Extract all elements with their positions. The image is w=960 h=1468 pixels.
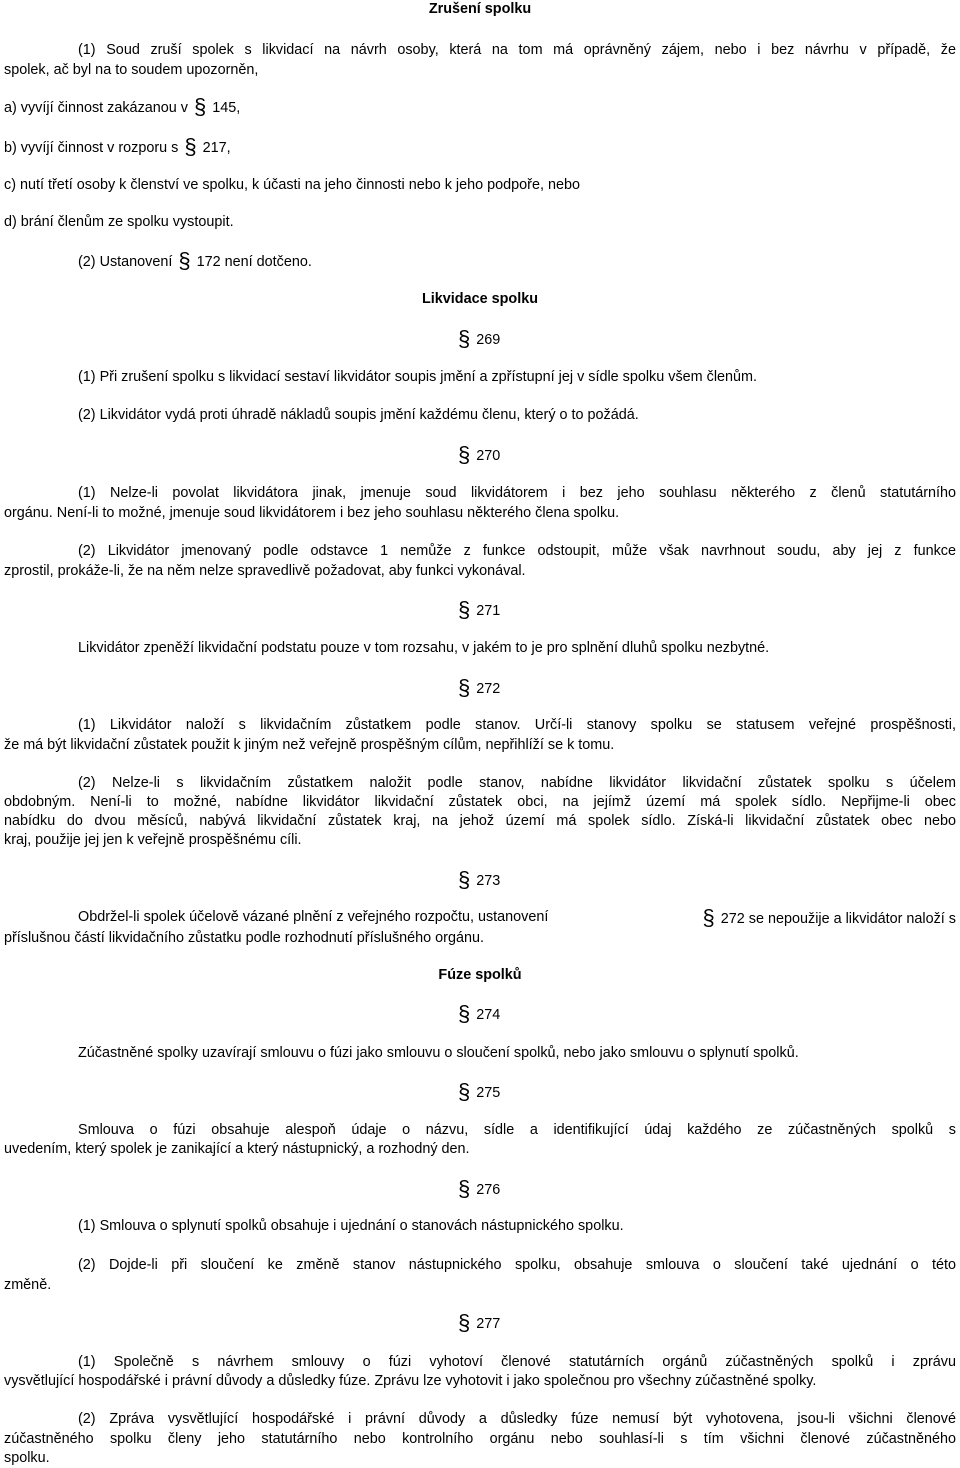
- section-header-272: [458, 675, 501, 700]
- paragraph-line: orgánu. Není-li to možné, jmenuje soud likvidátorem i bez jeho souhlasu některého člena spolku.: [4, 505, 620, 521]
- paragraph-line: nabídku do dvou měsíců, nabývá likvidační zůstatek kraj, na jehož území má spolek sídlo. Získá-li likvidační zůstatek obec nebo: [4, 813, 956, 829]
- paragraph-line: příslušnou částí likvidačního zůstatku podle rozhodnutí příslušného orgánu.: [4, 930, 484, 946]
- section-header-275: [458, 1079, 501, 1104]
- section-sign-icon: §: [193, 94, 207, 119]
- paragraph-line: že má být likvidační zůstatek použit k jiným než veřejně prospěšným cílům, nepřihlíží se k tomu.: [4, 737, 615, 753]
- paragraph-line: (2) Likvidátor jmenovaný podle odstavce 1 nemůže z funkce odstoupit, může však navrhnout soudu, aby jej z funkce: [78, 543, 956, 559]
- section-sign-icon: §: [702, 905, 715, 930]
- section-sign-icon: §: [458, 1001, 471, 1026]
- list-item-text: b) vyvíjí činnost v rozporu s: [4, 140, 179, 156]
- paragraph-line: (1) Společně s návrhem smlouvy o fúzi vyhotoví členové statutárních orgánů zúčastněných spolků i zprávu: [78, 1354, 956, 1370]
- heading-zruseni-spolku: Zrušení spolku: [428, 1, 532, 17]
- section-header-276: [458, 1176, 501, 1201]
- paragraph-line: uvedením, který spolek je zanikající a který nástupnický, a rozhodný den.: [4, 1141, 470, 1157]
- section-number: 273: [476, 873, 501, 889]
- section-number: 275: [476, 1085, 501, 1101]
- section-number: 272: [476, 681, 501, 697]
- paragraph-line: spolku.: [4, 1450, 50, 1466]
- section-number: 269: [476, 332, 501, 348]
- section-number: 145,: [212, 100, 241, 116]
- paragraph-line: [78, 905, 956, 930]
- section-sign-icon: §: [178, 248, 191, 273]
- heading-likvidace-spolku: Likvidace spolku: [422, 291, 538, 307]
- paragraph-line: (2) Dojde-li při sloučení ke změně stanov nástupnického spolku, obsahuje smlouva o sloučení také ujednání o této: [78, 1257, 956, 1273]
- paragraph-line: spolek, ač byl na to soudem upozorněn,: [4, 62, 259, 78]
- paragraph-line: zúčastněného spolku členy jeho statutárního nebo kontrolního orgánu nebo souhlasí-li s tím všichni členové zúčastněného: [4, 1431, 956, 1447]
- list-item-b: [4, 134, 956, 159]
- section-sign-icon: §: [458, 675, 471, 700]
- list-item-d: d) brání členům ze spolku vystoupit.: [4, 214, 234, 230]
- paragraph-text: Obdržel-li spolek účelově vázané plnění z veřejného rozpočtu, ustanovení: [78, 909, 549, 925]
- section-number: 276: [476, 1182, 501, 1198]
- paragraph-line: (1) Smlouva o splynutí spolků obsahuje i ujednání o stanovách nástupnického spolku.: [78, 1218, 624, 1234]
- paragraph-line: (2) Nelze-li s likvidačním zůstatkem naložit podle stanov, nabídne likvidátor likvidační zůstatek spolku s účelem: [78, 775, 956, 791]
- section-sign-icon: §: [184, 134, 197, 159]
- section-number: 271: [476, 603, 501, 619]
- section-sign-icon: §: [458, 867, 471, 892]
- section-sign-icon: §: [458, 442, 471, 467]
- paragraph-line: Smlouva o fúzi obsahuje alespoň údaje o názvu, sídle a identifikující údaj každého ze zúčastněných spolků s: [78, 1122, 956, 1138]
- section-sign-icon: §: [458, 1176, 471, 1201]
- section-number: 274: [476, 1007, 501, 1023]
- list-item-a: [4, 94, 956, 119]
- section-header-274: [458, 1001, 501, 1026]
- section-number: 270: [476, 448, 501, 464]
- paragraph-text: 172 není dotčeno.: [196, 254, 312, 270]
- paragraph-line: obdobným. Není-li to možné, nabídne likvidátor likvidační zůstatek obci, na jejímž území má spolek sídlo. Nepřijme-li obec: [4, 794, 956, 810]
- paragraph-line: (2) Zpráva vysvětlující hospodářské i právní důvody a důsledky fúze nemusí být vyhotovena, jsou-li všichni členové: [78, 1411, 956, 1427]
- paragraph-line: (2) Likvidátor vydá proti úhradě nákladů soupis jmění každému členu, který o to požádá.: [78, 407, 639, 423]
- paragraph-line: kraj, použije jej jen k veřejně prospěšnému cíli.: [4, 832, 302, 848]
- paragraph-text-continued: [697, 905, 956, 930]
- list-item-text: a) vyvíjí činnost zakázanou v: [4, 100, 188, 116]
- paragraph-line: vysvětlující hospodářské i právní důvody a důsledky fúze. Zprávu lze vyhotovit i jako společnou pro všechny zúčastněné spolky.: [4, 1373, 817, 1389]
- section-sign-icon: §: [458, 1079, 471, 1104]
- section-sign-icon: §: [458, 597, 471, 622]
- section-header-277: [458, 1310, 501, 1335]
- paragraph-text: 272 se nepoužije a likvidátor naloží s: [720, 911, 956, 927]
- paragraph-line: (1) Likvidátor naloží s likvidačním zůstatkem podle stanov. Určí-li stanovy spolku se statusem veřejné prospěšnosti,: [78, 717, 956, 733]
- section-header-271: [458, 597, 501, 622]
- section-number: 217,: [202, 140, 231, 156]
- paragraph-line: (1) Nelze-li povolat likvidátora jinak, jmenuje soud likvidátorem i bez jeho souhlasu některého z členů statutárního: [78, 485, 956, 501]
- section-header-273: [458, 867, 501, 892]
- paragraph-line: [78, 248, 956, 273]
- paragraph-line: zprostil, prokáže-li, že na něm nelze spravedlivě požadovat, aby funkci vykonával.: [4, 563, 526, 579]
- section-header-269: [458, 326, 501, 351]
- section-sign-icon: §: [458, 326, 471, 351]
- paragraph-line: (1) Soud zruší spolek s likvidací na návrh osoby, která na tom má oprávněný zájem, nebo i bez návrhu v případě, že: [78, 42, 956, 58]
- list-item-c: c) nutí třetí osoby k členství ve spolku, k účasti na jeho činnosti nebo k jeho podpoře, nebo: [4, 177, 580, 193]
- section-header-270: [458, 442, 501, 467]
- paragraph-line: (1) Při zrušení spolku s likvidací sestaví likvidátor soupis jmění a zpřístupní jej v sídle spolku všem členům.: [78, 369, 758, 385]
- paragraph-line: změně.: [4, 1277, 52, 1293]
- paragraph-line: Zúčastněné spolky uzavírají smlouvu o fúzi jako smlouvu o sloučení spolků, nebo jako smlouvu o splynutí spolků.: [78, 1045, 799, 1061]
- section-number: 277: [476, 1316, 501, 1332]
- paragraph-line: Likvidátor zpeněží likvidační podstatu pouze v tom rozsahu, v jakém to je pro splnění dluhů spolku nezbytné.: [78, 640, 770, 656]
- paragraph-text: (2) Ustanovení: [78, 254, 173, 270]
- section-sign-icon: §: [458, 1310, 471, 1335]
- heading-fuze-spolku: Fúze spolků: [438, 967, 522, 983]
